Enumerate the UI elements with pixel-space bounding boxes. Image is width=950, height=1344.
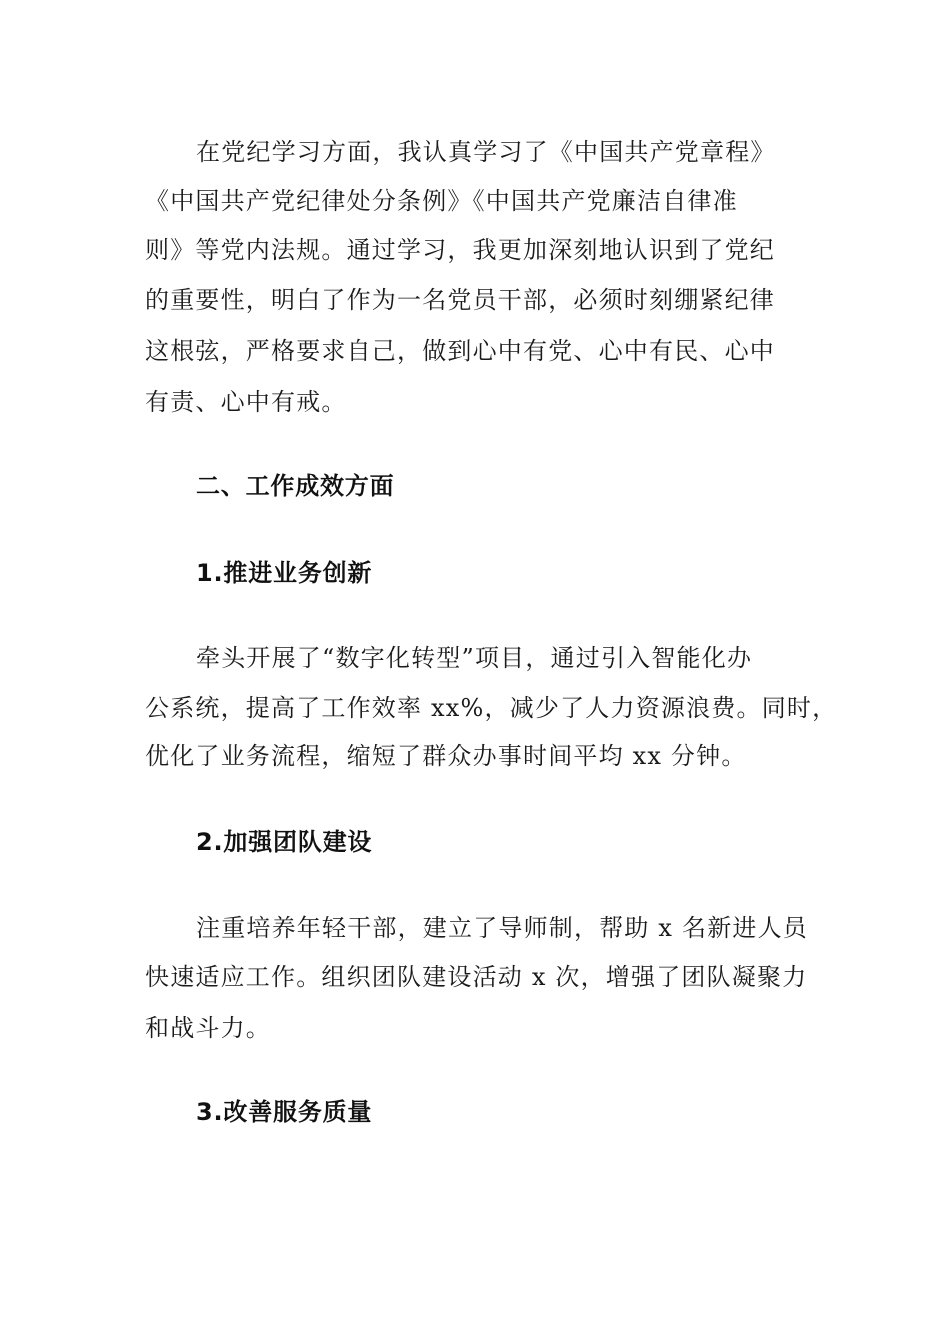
paragraph-line: 注重培养年轻干部，建立了导师制，帮助 x 名新进人员: [196, 914, 808, 942]
paragraph-line: 《中国共产党纪律处分条例》《中国共产党廉洁自律准: [145, 187, 738, 215]
paragraph-line: 和战斗力。: [145, 1014, 271, 1042]
section-heading: 二、工作成效方面: [196, 472, 395, 500]
paragraph-line: 的重要性，明白了作为一名党员干部，必须时刻绷紧纪律: [145, 286, 775, 314]
paragraph-line: 在党纪学习方面，我认真学习了《中国共产党章程》: [196, 138, 776, 166]
paragraph-line: 则》等党内法规。通过学习，我更加深刻地认识到了党纪: [145, 236, 775, 264]
paragraph-line: 牵头开展了“数字化转型”项目，通过引入智能化办: [196, 644, 753, 672]
paragraph-line: 这根弦，严格要求自己，做到心中有党、心中有民、心中: [145, 337, 775, 365]
paragraph-line: 公系统，提高了工作效率 xx%，减少了人力资源浪费。同时，: [145, 694, 838, 722]
subsection-heading: 3.改善服务质量: [196, 1098, 373, 1126]
paragraph-line: 有责、心中有戒。: [145, 388, 347, 416]
subsection-heading: 1.推进业务创新: [196, 559, 373, 587]
paragraph-line: 优化了业务流程，缩短了群众办事时间平均 xx 分钟。: [145, 742, 747, 770]
paragraph-line: 快速适应工作。组织团队建设活动 x 次，增强了团队凝聚力: [145, 963, 808, 991]
subsection-heading: 2.加强团队建设: [196, 828, 373, 856]
